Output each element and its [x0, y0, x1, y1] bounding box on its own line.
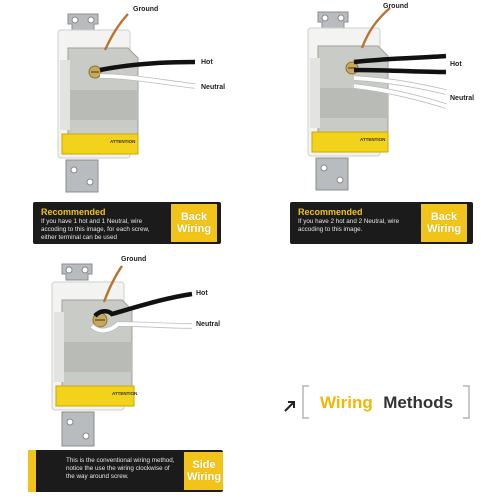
back-wiring-badge: [171, 204, 217, 242]
ground-label: Ground: [133, 6, 159, 13]
badge-line-2: Wiring: [186, 471, 222, 483]
panel-back-wiring-1: [0, 0, 250, 250]
right-bracket-icon: [461, 385, 471, 419]
hot-wire-2: [354, 70, 446, 72]
badge-line-2: Wiring: [176, 223, 212, 235]
recommendation-banner: [28, 450, 223, 492]
wiring-methods-title: [283, 385, 483, 419]
ground-label: Ground: [121, 256, 147, 263]
sticker-text: ATTENTION: [110, 139, 136, 144]
panel-side-wiring: [0, 250, 250, 500]
banner-accent-tab: [28, 450, 36, 492]
panel-back-wiring-2: [250, 0, 500, 250]
banner-description: If you have 2 hot and 2 Neutral, wire accoding to this image.: [298, 218, 400, 234]
sticker-text: ATTENTION: [112, 391, 138, 396]
left-bracket-icon: [301, 385, 311, 419]
side-wiring-badge: [184, 452, 223, 490]
badge-line-2: Wiring: [426, 223, 462, 235]
badge-line-1: Side: [192, 459, 216, 471]
switch-device-illustration: [0, 250, 250, 450]
sticker-text: ATTENTION: [360, 137, 386, 142]
methods-word-1: Wiring: [320, 393, 373, 412]
banner-description: This is the conventional wiring method, notice the use the wiring clockwise of the way around screw.: [66, 457, 175, 481]
methods-word-2: Methods: [383, 393, 454, 412]
recommended-title: Recommended: [298, 207, 363, 217]
badge-line-1: Back: [180, 211, 208, 223]
recommendation-banner: [33, 202, 221, 244]
neutral-label: Neutral: [196, 321, 221, 328]
ground-label: Ground: [383, 3, 409, 10]
neutral-label: Neutral: [450, 95, 475, 102]
switch-device-illustration: [0, 0, 250, 200]
recommendation-banner: [290, 202, 473, 244]
hot-label: Hot: [201, 59, 213, 66]
badge-line-1: Back: [430, 211, 458, 223]
back-wiring-badge: [421, 204, 467, 242]
hot-label: Hot: [196, 290, 208, 297]
hot-label: Hot: [450, 61, 462, 68]
neutral-label: Neutral: [201, 84, 226, 91]
banner-description: If you have 1 hot and 1 Neutral, wire accoding to this image, for each screw, either terminal can be used: [41, 218, 150, 242]
arrow-up-right-icon: [283, 399, 297, 413]
recommended-title: Recommended: [41, 207, 106, 217]
